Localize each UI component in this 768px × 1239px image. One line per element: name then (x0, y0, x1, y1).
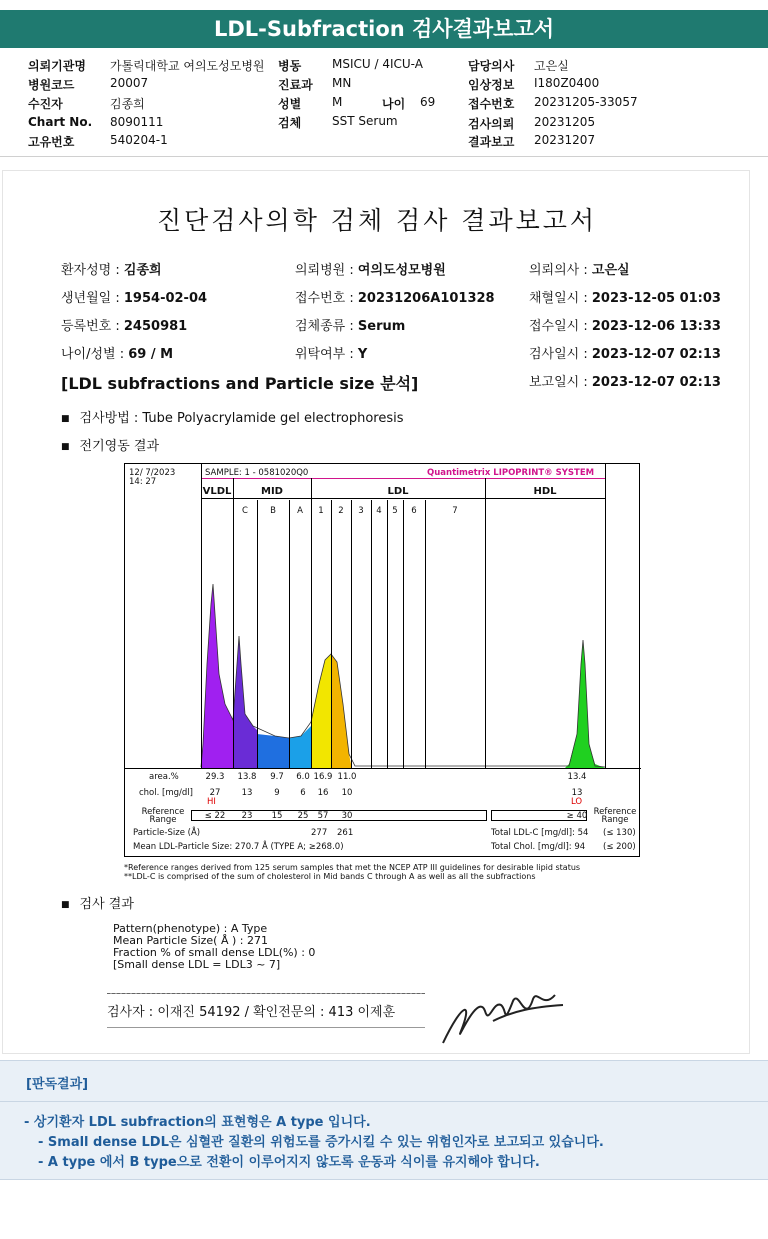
particle-size-label: Particle-Size (Å) (133, 828, 201, 838)
header-value-6: 김종희 (110, 97, 145, 111)
group-ldl: LDL (387, 486, 409, 497)
chol-value-3: 6 (300, 788, 306, 798)
patient-key-4: 접수번호 : (295, 291, 358, 306)
patient-key-6: 등록번호 : (61, 319, 124, 334)
chol-value-1: 13 (241, 788, 253, 798)
band-4: 4 (376, 506, 382, 516)
ldl1-peak (311, 654, 331, 768)
group-divider-3 (485, 478, 486, 768)
patient-field-8 (529, 315, 721, 334)
total-ldl: Total LDL-C [mg/dl]: 54 (491, 828, 589, 838)
band-divider-1 (257, 500, 258, 768)
ref-label-right: Reference Range (593, 807, 637, 825)
band-divider-7 (387, 500, 388, 768)
header-key-3: 병원코드 (28, 78, 75, 92)
patient-value-9: 69 / M (128, 347, 174, 362)
patient-value-6: 2450981 (123, 319, 188, 334)
band-divider-4 (331, 500, 332, 768)
header-value-14: 20231207 (534, 133, 596, 147)
chol-value-0: 27 (209, 788, 221, 798)
vldl-peak (201, 584, 233, 768)
header-value-4: MN (332, 76, 352, 90)
band-divider-2 (289, 500, 290, 768)
header-key-4: 진료과 (278, 78, 313, 92)
ref-value-6: ≥ 40 (566, 811, 588, 821)
patient-field-9 (61, 343, 173, 362)
signer-line: 검사자 : 이재진 54192 / 확인전문의 : 413 이제훈 (107, 1005, 396, 1020)
result-label: ■ 검사 결과 (61, 893, 134, 912)
patient-key-5: 채혈일시 : (529, 291, 592, 306)
patient-value-1: 여의도성모병원 (357, 263, 446, 278)
patient-value-11: 2023-12-07 02:13 (591, 347, 721, 362)
band-C: C (242, 506, 248, 516)
header-value-8: 69 (420, 95, 436, 109)
ref-value-1: 23 (241, 811, 253, 821)
patient-key-12: 보고일시 : (529, 375, 592, 390)
header-key-1: 병동 (278, 59, 302, 73)
patient-value-10: Y (357, 347, 368, 362)
chol-value-2: 9 (274, 788, 280, 798)
header-key-6: 수진자 (28, 97, 63, 111)
interp-line-1: - 상기환자 LDL subfraction의 표현형은 A type 입니다. (24, 1115, 371, 1130)
header-value-0: 가톨릭대학교 여의도성모병원 (110, 59, 265, 73)
patient-key-11: 검사일시 : (529, 347, 592, 362)
band-divider-5 (351, 500, 352, 768)
header-key-13: 고유번호 (28, 135, 75, 149)
band-2: 2 (338, 506, 344, 516)
patient-field-6 (61, 315, 187, 334)
interp-line-3: - A type 에서 B type으로 전환이 이루어지지 않도록 운동과 식이를 유지해야 합니다. (38, 1155, 540, 1170)
densitometry-trace (125, 464, 641, 858)
patient-value-3: 1954-02-04 (123, 291, 208, 306)
ref-value-2: 15 (271, 811, 283, 821)
chol-label: chol. [mg/dl] (139, 788, 193, 798)
ref-value-3: 25 (297, 811, 309, 821)
patient-key-3: 생년월일 : (61, 291, 124, 306)
chart-brand: Quantimetrix LIPOPRINT® SYSTEM (427, 468, 595, 478)
header-key-0: 의뢰기관명 (28, 59, 86, 73)
total-chol-ref: (≤ 200) (603, 842, 636, 852)
result-line-2: Fraction % of small dense LDL(%) : 0 (113, 946, 316, 959)
lab-report (2, 170, 750, 1054)
group-divider-1 (233, 478, 234, 768)
band-divider-8 (403, 500, 404, 768)
footnote-1: *Reference ranges derived from 125 serum samples that met the NCEP ATP III guidelines for desirable lipid status (124, 863, 581, 872)
band-divider-6 (371, 500, 372, 768)
area-value-5: 11.0 (337, 772, 357, 782)
header-value-9: 20231205-33057 (534, 95, 638, 109)
patient-field-4 (295, 287, 495, 306)
patient-value-5: 2023-12-05 01:03 (591, 291, 721, 306)
header-value-11: SST Serum (332, 114, 398, 128)
mid-a-peak (289, 726, 311, 768)
patient-key-7: 검체종류 : (295, 319, 358, 334)
report-heading: 진단검사의학 검체 검사 결과보고서 (156, 206, 598, 235)
section-title: [LDL subfractions and Particle size 분석] (61, 374, 419, 393)
ref-value-4: 57 (317, 811, 329, 821)
patient-value-2: 고은실 (591, 263, 630, 278)
header-value-12: 20231205 (534, 115, 596, 129)
area-value-0: 29.3 (205, 772, 225, 782)
chart-time: 14: 27 (129, 477, 157, 487)
method-line: ■ 검사방법 : Tube Polyacrylamide gel electrophoresis (61, 407, 404, 426)
band-divider-9 (425, 500, 426, 768)
patient-key-2: 의뢰의사 : (529, 263, 592, 278)
chol-value-5: 10 (341, 788, 353, 798)
header-key-12: 검사의뢰 (468, 117, 515, 131)
patient-key-8: 접수일시 : (529, 319, 592, 334)
order-header (0, 52, 768, 150)
patient-field-12 (529, 371, 721, 390)
ref-value-0: ≤ 22 (204, 811, 226, 821)
patient-field-5 (529, 287, 721, 306)
patient-field-3 (61, 287, 207, 306)
patient-field-1 (295, 259, 446, 278)
area-label: area.% (149, 772, 179, 782)
chol-value-4: 16 (317, 788, 329, 798)
mid-b-peak (257, 734, 289, 768)
header-value-7: M (332, 95, 343, 109)
header-value-1: MSICU / 4ICU-A (332, 57, 423, 71)
area-value-2: 9.7 (270, 772, 284, 782)
group-vldl: VLDL (202, 486, 232, 497)
header-key-10: Chart No. (28, 115, 93, 129)
band-1: 1 (318, 506, 324, 516)
ref-label-left: Reference Range (141, 807, 185, 825)
result-lines (113, 923, 315, 971)
result-line-3: [Small dense LDL = LDL3 ~ 7] (113, 958, 281, 971)
footnote-2: **LDL-C is comprised of the sum of cholesterol in Mid bands C through A as well as all the subfractions (124, 872, 536, 881)
total-chol: Total Chol. [mg/dl]: 94 (491, 842, 586, 852)
particle-size-1: 277 (311, 828, 328, 838)
header-value-2: 고은실 (534, 59, 569, 73)
band-5: 5 (392, 506, 398, 516)
header-value-10: 8090111 (110, 115, 164, 129)
particle-size-2: 261 (337, 828, 354, 838)
total-ldl-ref: (≤ 130) (603, 828, 636, 838)
patient-field-10 (295, 343, 367, 362)
patient-field-11 (529, 343, 721, 362)
area-value-4: 16.9 (313, 772, 333, 782)
chol-lo-flag: LO (571, 797, 583, 807)
patient-key-9: 나이/성별 : (61, 347, 129, 362)
mean-ldl-size: Mean LDL-Particle Size: 270.7 Å (TYPE A; ≥268.0) (133, 842, 344, 852)
area-value-6: 13.4 (567, 772, 587, 782)
band-B: B (270, 506, 276, 516)
header-key-7: 성별 (278, 97, 302, 111)
header-key-2: 담당의사 (468, 59, 515, 73)
band-7: 7 (452, 506, 458, 516)
header-value-13: 540204-1 (110, 133, 168, 147)
report-title-bar: LDL-Subfraction 검사결과보고서 (0, 10, 768, 48)
patient-value-0: 김종희 (123, 263, 162, 278)
result-line-0: Pattern(phenotype) : A Type (113, 922, 268, 935)
group-divider-4 (605, 478, 606, 768)
interp-line-2: - Small dense LDL은 심혈관 질환의 위험도를 증가시킬 수 있는 위험인자로 보고되고 있습니다. (38, 1135, 604, 1150)
mid-c-peak (233, 636, 257, 768)
patient-field-2 (529, 259, 630, 278)
interpretation-panel (0, 1060, 768, 1180)
ldl2-peak (331, 654, 351, 768)
chart-sample: SAMPLE: 1 - 0581020Q0 (205, 468, 309, 478)
header-key-5: 임상정보 (468, 78, 515, 92)
header-key-8: 나이 (382, 97, 406, 111)
patient-field-0 (61, 259, 162, 278)
chart-date: 12/ 7/2023 (129, 468, 176, 478)
group-mid: MID (261, 486, 283, 497)
interpretation-title: [판독결과] (26, 1077, 89, 1092)
signature-mark (433, 981, 573, 1051)
patient-value-7: Serum (357, 319, 406, 334)
patient-field-7 (295, 315, 405, 334)
band-6: 6 (411, 506, 417, 516)
patient-value-4: 20231206A101328 (357, 291, 495, 306)
header-value-5: I180Z0400 (534, 76, 600, 90)
group-hdl: HDL (533, 486, 557, 497)
patient-key-0: 환자성명 : (61, 263, 124, 278)
band-3: 3 (358, 506, 364, 516)
group-divider-0 (201, 478, 202, 768)
area-value-1: 13.8 (237, 772, 257, 782)
header-value-3: 20007 (110, 76, 149, 90)
chol-value-6: 13 (571, 788, 583, 798)
electrophoresis-chart (124, 463, 640, 857)
electrophoresis-label: ■ 전기영동 결과 (61, 435, 159, 454)
header-key-14: 결과보고 (468, 135, 515, 149)
patient-key-10: 위탁여부 : (295, 347, 358, 362)
header-key-9: 접수번호 (468, 97, 515, 111)
ref-value-5: 30 (341, 811, 353, 821)
group-underline (201, 498, 605, 499)
header-key-11: 검체 (278, 116, 302, 130)
patient-value-8: 2023-12-06 13:33 (591, 319, 721, 334)
header-divider (0, 156, 768, 157)
chol-hi-flag: HI (207, 797, 216, 807)
band-A: A (297, 506, 303, 516)
patient-key-1: 의뢰병원 : (295, 263, 358, 278)
band-divider-3 (311, 500, 312, 768)
area-value-3: 6.0 (296, 772, 310, 782)
result-line-1: Mean Particle Size( Å ) : 271 (113, 934, 268, 947)
patient-value-12: 2023-12-07 02:13 (591, 375, 721, 390)
